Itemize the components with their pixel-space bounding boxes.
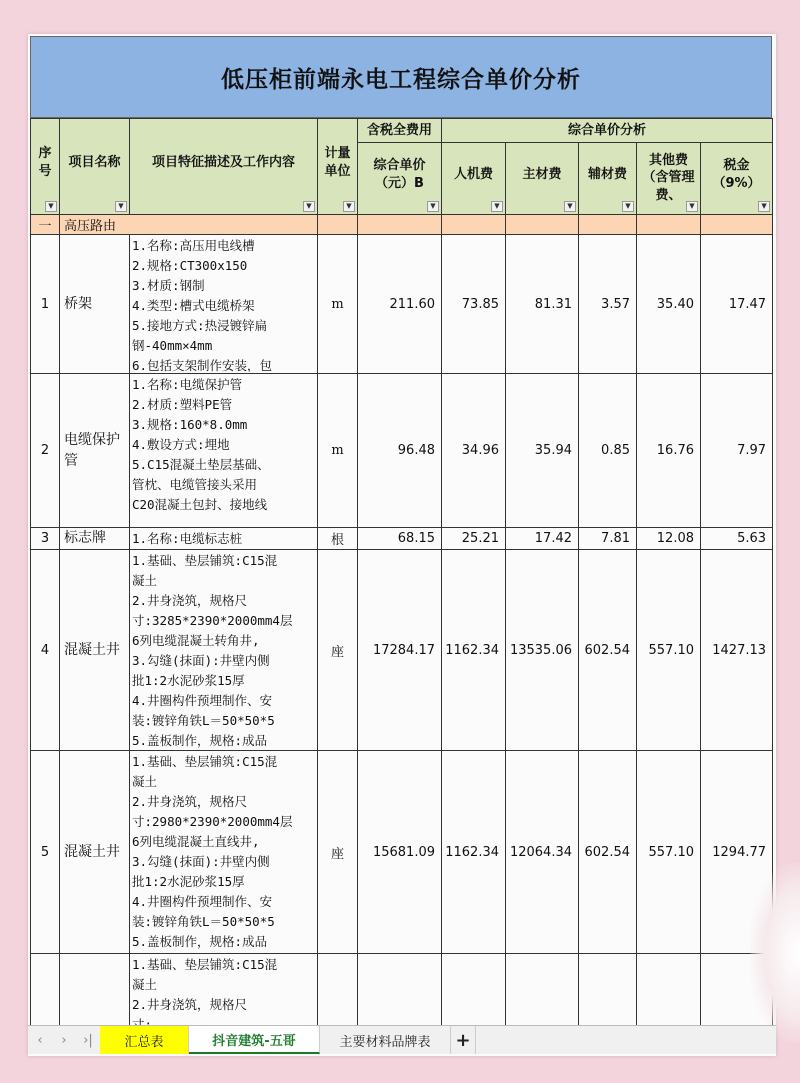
row-name: 标志牌: [60, 528, 130, 550]
filter-icon[interactable]: ▼: [45, 201, 57, 212]
row-aux: 7.81: [579, 528, 637, 550]
row-price: 68.15: [358, 528, 442, 550]
tab-summary[interactable]: 汇总表: [100, 1026, 189, 1054]
row-other: 557.10: [637, 550, 701, 751]
row-unit: 根: [318, 528, 358, 550]
row-name: 电缆保护管: [60, 374, 130, 528]
row-main: 13535.06: [506, 550, 579, 751]
row-aux: 602.54: [579, 751, 637, 954]
row-tax: 1294.77: [701, 751, 773, 954]
row-other: 12.08: [637, 528, 701, 550]
header-unit: 计量单位 ▼: [318, 119, 358, 215]
row-labor: 1162.34: [442, 751, 506, 954]
row-tax: 5.63: [701, 528, 773, 550]
row-seq: 5: [31, 751, 60, 954]
row-desc: 1.名称:电缆保护管 2.材质:塑料PE管 3.规格:160*8.0mm 4.敷设方式:埋地 5.C15混凝土垫层基础、 管枕、电缆管接头采用 C20混凝土包封、接地线: [130, 374, 318, 528]
row-name: 桥架: [60, 235, 130, 374]
header-tax-price-group: 含税全费用: [358, 119, 442, 143]
tab-material-brands[interactable]: 主要材料品牌表: [320, 1026, 451, 1054]
filter-icon[interactable]: ▼: [686, 201, 698, 212]
header-aux-material: 辅材费 ▼: [579, 143, 637, 215]
row-seq: 3: [31, 528, 60, 550]
row-labor: 34.96: [442, 374, 506, 528]
last-sheet-icon[interactable]: ›|: [83, 1032, 93, 1048]
header-labor: 人机费 ▼: [442, 143, 506, 215]
filter-icon[interactable]: ▼: [427, 201, 439, 212]
row-price: 15681.09: [358, 751, 442, 954]
row-aux: 3.57: [579, 235, 637, 374]
next-sheet-icon[interactable]: ›: [61, 1032, 67, 1048]
row-main: 17.42: [506, 528, 579, 550]
filter-icon[interactable]: ▼: [115, 201, 127, 212]
row-main: 81.31: [506, 235, 579, 374]
row-unit: m: [318, 235, 358, 374]
row-tax: 1427.13: [701, 550, 773, 751]
header-desc: 项目特征描述及工作内容 ▼: [130, 119, 318, 215]
prev-sheet-icon[interactable]: ‹: [37, 1032, 43, 1048]
unit-price-table: [30, 118, 773, 1044]
background-decoration: [750, 863, 800, 1043]
table-row[interactable]: [31, 550, 773, 751]
row-main: 12064.34: [506, 751, 579, 954]
table-row[interactable]: [31, 751, 773, 954]
row-price: 17284.17: [358, 550, 442, 751]
row-other: 557.10: [637, 751, 701, 954]
row-other: 35.40: [637, 235, 701, 374]
table-row[interactable]: [31, 374, 773, 528]
row-seq: 4: [31, 550, 60, 751]
row-labor: 73.85: [442, 235, 506, 374]
filter-icon[interactable]: ▼: [622, 201, 634, 212]
add-sheet-icon[interactable]: +: [451, 1026, 476, 1054]
row-name: 混凝土井: [60, 751, 130, 954]
row-desc: 1.基础、垫层铺筑:C15混 凝土 2.井身浇筑，规格尺: [130, 954, 318, 1044]
table-row[interactable]: [31, 528, 773, 550]
row-unit: 座: [318, 550, 358, 751]
row-labor: 1162.34: [442, 550, 506, 751]
tab-active-sheet[interactable]: 抖音建筑-五哥: [189, 1026, 320, 1054]
row-aux: 602.54: [579, 550, 637, 751]
row-unit: m: [318, 374, 358, 528]
header-main-material: 主材费 ▼: [506, 143, 579, 215]
sheet-title: 低压柜前端永电工程综合单价分析: [30, 36, 772, 118]
filter-icon[interactable]: ▼: [491, 201, 503, 212]
header-name: 项目名称 ▼: [60, 119, 130, 215]
group-row[interactable]: [31, 215, 773, 235]
filter-icon[interactable]: ▼: [564, 201, 576, 212]
row-desc: 1.名称:电缆标志桩: [130, 528, 318, 550]
row-desc: 1.名称:高压用电线槽 2.规格:CT300x150 3.材质:钢制 4.类型:槽式电缆桥架 5.接地方式:热浸镀锌扁 钢-40mm×4mm 6.包括支架制作安装，包: [130, 235, 318, 374]
row-desc: 1.基础、垫层铺筑:C15混 凝土 2.井身浇筑，规格尺 寸:3285*2390*2000mm4层 6列电缆混凝土转角井, 3.勾缝(抹面):井壁内侧 批1:2水泥砂浆15厚 4.井圈构件预埋制作、安 装:镀锌角铁L＝50*50*5 5.盖板制作，规格:成品: [130, 550, 318, 751]
filter-icon[interactable]: ▼: [343, 201, 355, 212]
sheet-tab-bar: [28, 1025, 776, 1054]
row-price: 211.60: [358, 235, 442, 374]
row-desc: 1.基础、垫层铺筑:C15混 凝土 2.井身浇筑，规格尺 寸:2980*2390*2000mm4层 6列电缆混凝土直线井, 3.勾缝(抹面):井壁内侧 批1:2水泥砂浆15厚 4.井圈构件预埋制作、安 装:镀锌角铁L＝50*50*5 5.盖板制作，规格:成品: [130, 751, 318, 954]
row-tax: 17.47: [701, 235, 773, 374]
group-seq: 一: [31, 215, 60, 235]
row-price: 96.48: [358, 374, 442, 528]
row-unit: 座: [318, 751, 358, 954]
row-aux: 0.85: [579, 374, 637, 528]
row-other: 16.76: [637, 374, 701, 528]
header-tax: 税金（9%） ▼: [701, 143, 773, 215]
table-row[interactable]: [31, 235, 773, 374]
header-seq: 序号 ▼: [31, 119, 60, 215]
row-tax: 7.97: [701, 374, 773, 528]
spreadsheet-sheet: [28, 34, 776, 1056]
header-other-fee: 其他费（含管理费、 ▼: [637, 143, 701, 215]
row-labor: 25.21: [442, 528, 506, 550]
filter-icon[interactable]: ▼: [303, 201, 315, 212]
filter-icon[interactable]: ▼: [758, 201, 770, 212]
row-seq: 1: [31, 235, 60, 374]
row-seq: 2: [31, 374, 60, 528]
header-analysis-group: 综合单价分析: [442, 119, 773, 143]
row-main: 35.94: [506, 374, 579, 528]
row-name: 混凝土井: [60, 550, 130, 751]
group-name: 高压路由: [60, 215, 318, 235]
header-unit-price: 综合单价（元）B ▼: [358, 143, 442, 215]
